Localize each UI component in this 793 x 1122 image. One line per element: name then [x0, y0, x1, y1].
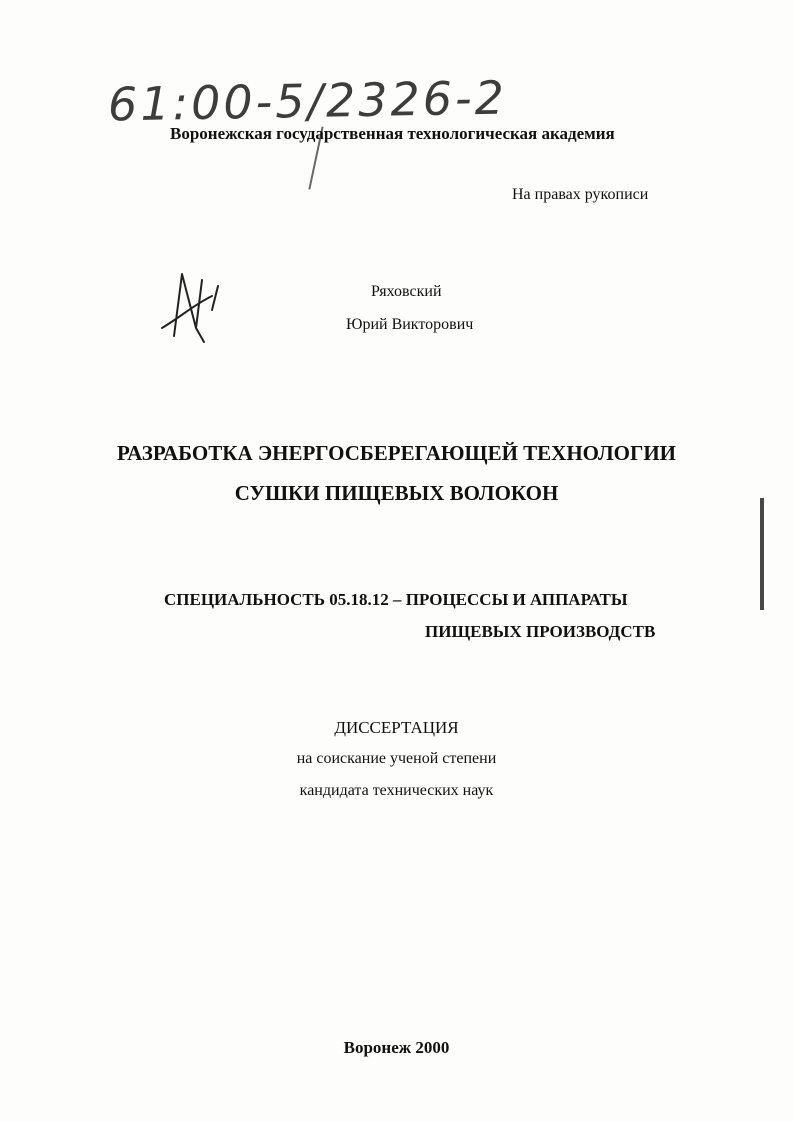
- specialty-line-2: ПИЩЕВЫХ ПРОИЗВОДСТВ: [425, 622, 656, 641]
- specialty-line-1: СПЕЦИАЛЬНОСТЬ 05.18.12 – ПРОЦЕССЫ И АППАРАТЫ: [164, 590, 628, 609]
- dissertation-field-line: кандидата технических наук: [299, 782, 494, 799]
- author-name: Юрий Викторович: [346, 316, 474, 333]
- signature-icon: [152, 266, 242, 346]
- author-surname: Ряховский: [371, 283, 442, 300]
- thesis-title-line-2: СУШКИ ПИЩЕВЫХ ВОЛОКОН: [234, 481, 559, 505]
- dissertation-label: ДИССЕРТАЦИЯ: [334, 718, 459, 737]
- thesis-title-line-1: РАЗРАБОТКА ЭНЕРГОСБЕРЕГАЮЩЕЙ ТЕХНОЛОГИИ: [117, 441, 676, 465]
- handwritten-archive-code: 61:00-5/2326-2: [107, 70, 508, 132]
- institution-name: Воронежская государственная технологическая академия: [170, 124, 615, 143]
- manuscript-rights-note: На правах рукописи: [512, 186, 649, 203]
- city-year: Воронеж 2000: [343, 1038, 450, 1057]
- dissertation-degree-line: на соискание ученой степени: [296, 750, 497, 767]
- scan-margin-mark: [760, 498, 764, 610]
